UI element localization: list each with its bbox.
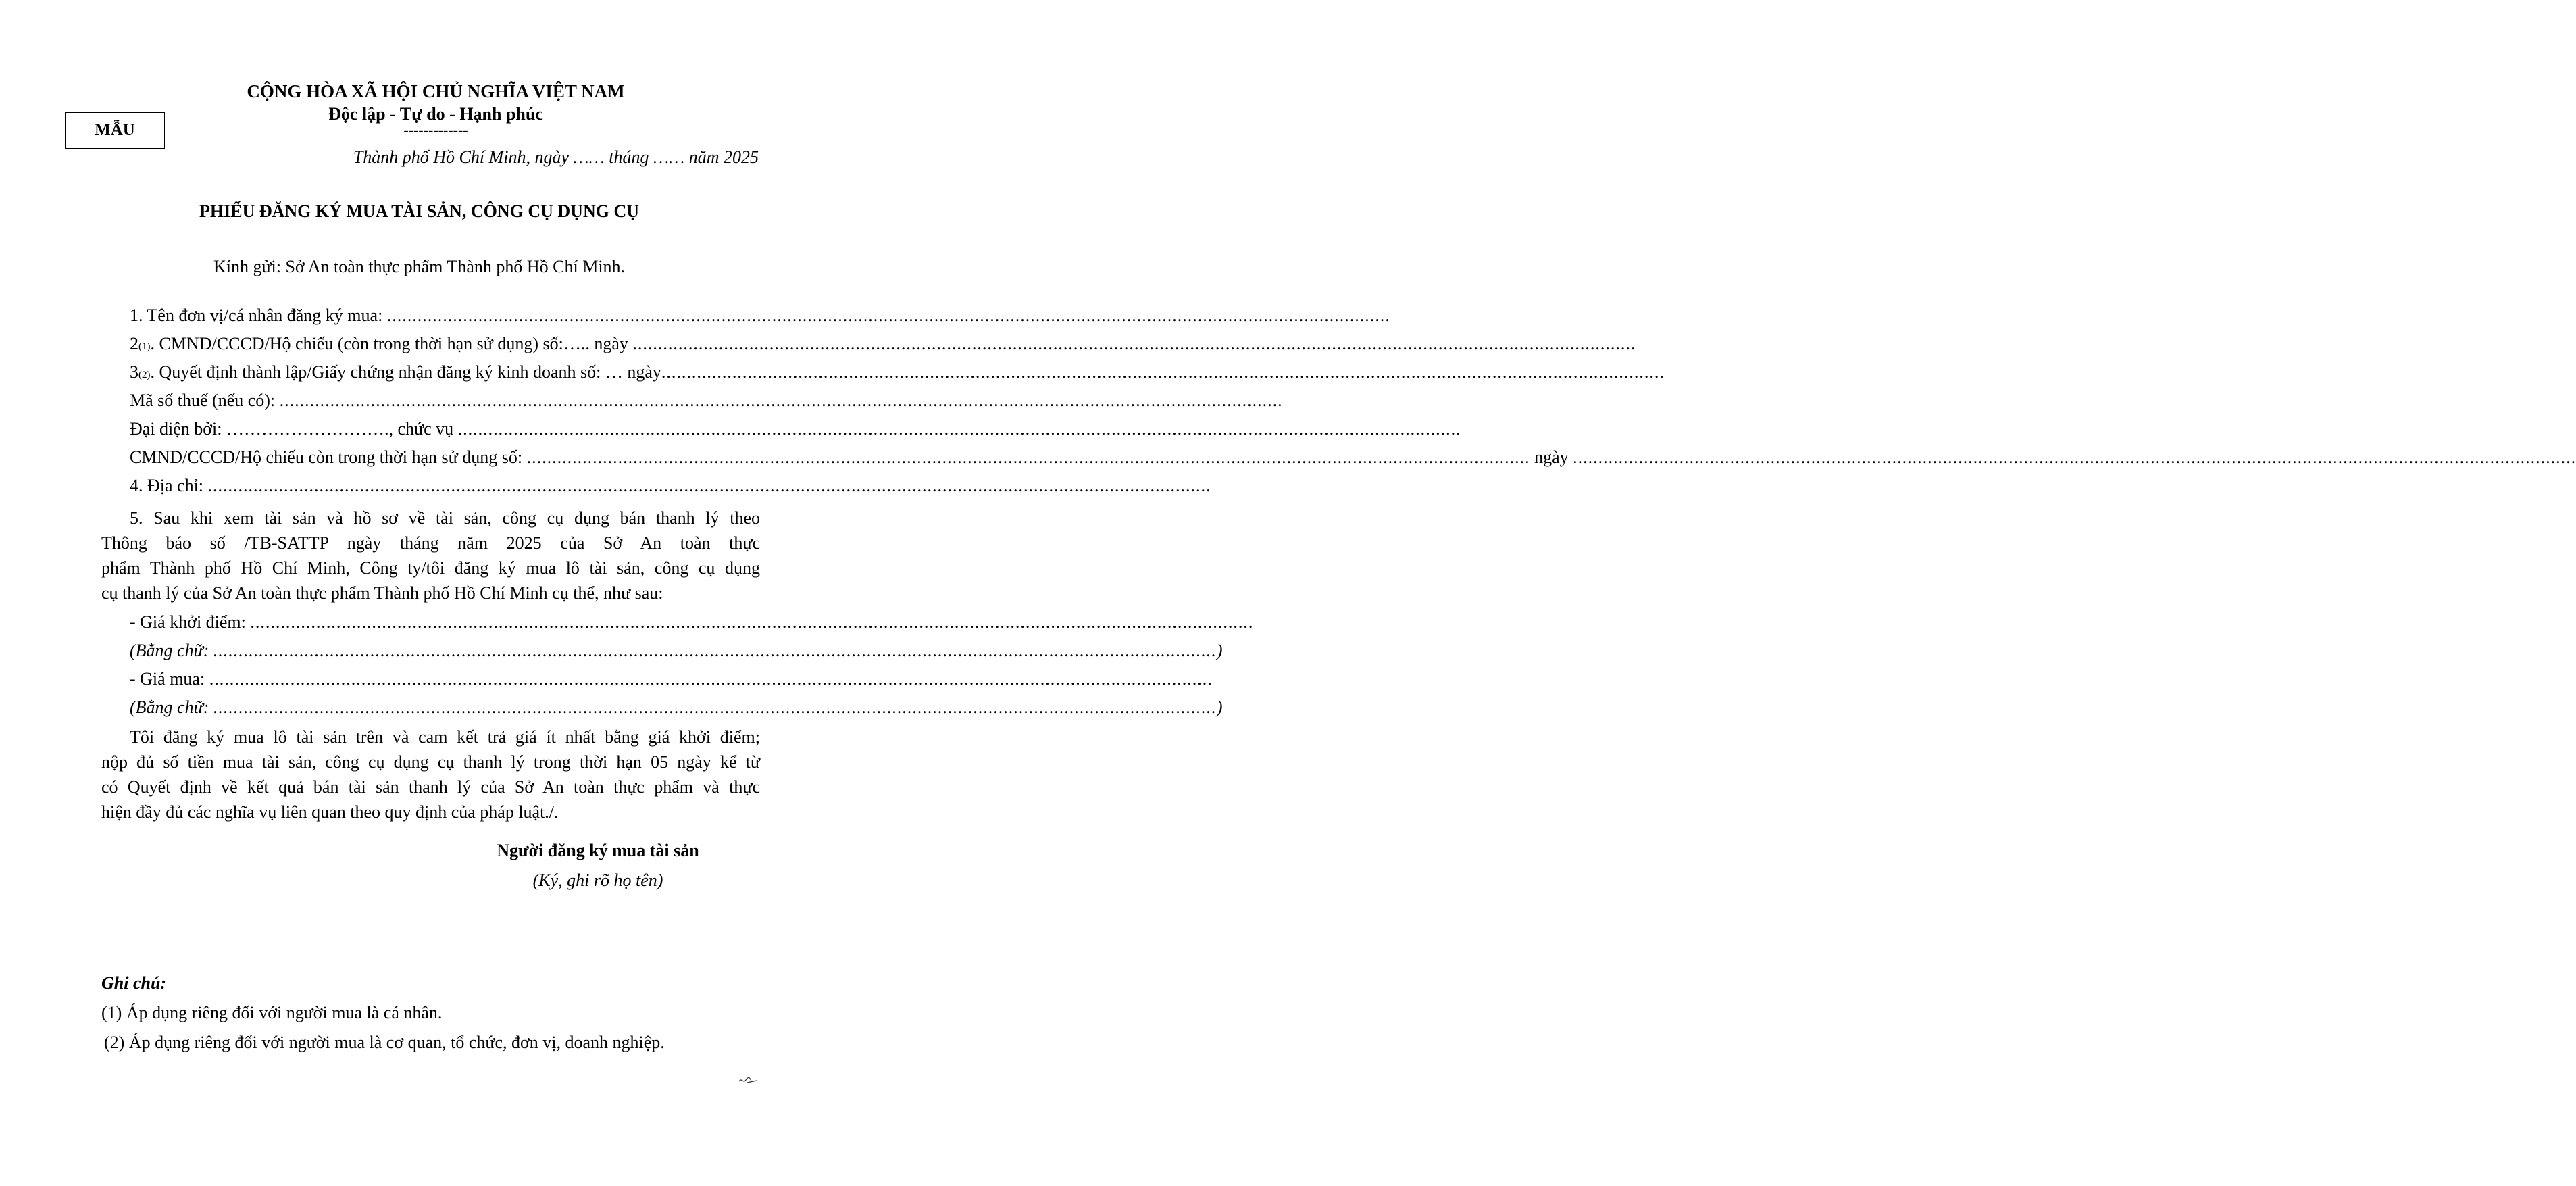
- field-number: 2: [130, 334, 138, 353]
- field-applicant-name: [130, 305, 1390, 326]
- field-buy-price-words: [130, 697, 1223, 718]
- field-address: [130, 476, 1211, 496]
- field-fill-dots: ......................................................................................................................................................................................................: [213, 641, 1217, 660]
- field-label: (Bằng chữ:: [130, 697, 209, 717]
- paragraph-5: [101, 505, 760, 606]
- field-fill-dots: ......................................................................................................................................................................................................: [386, 305, 1390, 325]
- field-label: - Giá mua:: [130, 669, 205, 689]
- signature-title: Người đăng ký mua tài sản: [497, 841, 699, 860]
- field-representative: [130, 419, 1461, 439]
- field-label: (Bằng chữ:: [130, 641, 209, 660]
- field-fill-dots: ......................................................................................................................................................................................................: [526, 447, 1530, 467]
- field-start-price: [130, 612, 1254, 633]
- field-label: . Quyết định thành lập/Giấy chứng nhận đăng ký kinh doanh số: … ngày: [150, 362, 661, 382]
- national-header: [199, 80, 672, 139]
- paragraph-line: hiện đầy đủ các nghĩa vụ liên quan theo quy định của pháp luật./.: [101, 802, 559, 822]
- field-start-price-words: [130, 641, 1223, 661]
- field-label: 1. Tên đơn vị/cá nhân đăng ký mua:: [130, 305, 383, 325]
- header-separator: -------------: [403, 122, 468, 139]
- paragraph-line: Tôi đăng ký mua lô tài sản trên và cam kết trả giá ít nhất bằng giá khởi điểm;: [130, 727, 760, 747]
- paragraph-line: 5. Sau khi xem tài sản và hồ sơ về tài sản, công cụ dụng bán thanh lý theo: [130, 508, 760, 528]
- field-fill-dots: ......................................................................................................................................................................................................: [279, 391, 1283, 410]
- field-buy-price: [130, 669, 1213, 689]
- nation-name: CỘNG HÒA XÃ HỘI CHỦ NGHĨA VIỆT NAM: [247, 81, 625, 101]
- field-label: 4. Địa chỉ:: [130, 476, 204, 495]
- field-fill-dots: ......................................................................................................................................................................................................: [1573, 447, 2576, 467]
- field-establishment-decision: 3 (2) . Quyết định thành lập/Giấy chứng nhận đăng ký kinh doanh số: … ngày ......................................................................................................................................................................................................: [130, 362, 1665, 382]
- field-label: - Giá khởi điểm:: [130, 612, 246, 632]
- note-1: (1) Áp dụng riêng đối với người mua là cá nhân.: [101, 1003, 443, 1022]
- form-template-label: [65, 112, 165, 149]
- nation-motto: Độc lập - Tự do - Hạnh phúc: [328, 104, 543, 124]
- dateline: Thành phố Hồ Chí Minh, ngày …… tháng …… năm 2025: [353, 147, 759, 167]
- field-fill-dots: ......................................................................................................................................................................................................: [457, 419, 1461, 439]
- paragraph-line: cụ thanh lý của Sở An toàn thực phẩm Thành phố Hồ Chí Minh cụ thể, như sau:: [101, 583, 663, 603]
- paragraph-line: Thông báo số /TB-SATTP ngày tháng năm 2025 của Sở An toàn thực: [101, 533, 760, 553]
- paragraph-line: có Quyết định về kết quả bán tài sản thanh lý của Sở An toàn thực phẩm và thực: [101, 777, 760, 797]
- field-label-date: ngày: [1534, 447, 1569, 467]
- field-label: . CMND/CCCD/Hộ chiếu (còn trong thời hạn sử dụng) số:….. ngày: [150, 334, 628, 353]
- notes-title: Ghi chú:: [101, 973, 167, 993]
- field-id-card: 2 (1) . CMND/CCCD/Hộ chiếu (còn trong thời hạn sử dụng) số:….. ngày ......................................................................................................................................................................................................: [130, 334, 1636, 353]
- field-tax-code: [130, 391, 1283, 411]
- mau-text: MẪU: [95, 121, 135, 139]
- paragraph-line: phẩm Thành phố Hồ Chí Minh, Công ty/tôi đăng ký mua lô tài sản, công cụ dụng: [101, 558, 760, 578]
- note-2: (2) Áp dụng riêng đối với người mua là cơ quan, tổ chức, đơn vị, doanh nghiệp.: [104, 1033, 665, 1052]
- paragraph-line: nộp đủ số tiền mua tài sản, công cụ dụng cụ thanh lý trong thời hạn 05 ngày kể từ: [101, 752, 760, 772]
- field-fill-dots: ......................................................................................................................................................................................................: [209, 669, 1213, 689]
- signature-instruction: (Ký, ghi rõ họ tên): [532, 870, 663, 890]
- field-fill-dots: ......................................................................................................................................................................................................: [250, 612, 1254, 632]
- field-label: Mã số thuế (nếu có):: [130, 391, 276, 410]
- initials-mark-icon: [738, 1074, 758, 1085]
- field-fill-dots: ......................................................................................................................................................................................................: [213, 697, 1217, 717]
- field-number: 3: [130, 362, 138, 382]
- close-paren: ): [1216, 641, 1223, 660]
- recipient-line: Kính gửi: Sở An toàn thực phẩm Thành phố Hồ Chí Minh.: [213, 257, 626, 276]
- field-representative-id: [130, 447, 2576, 468]
- field-label: Đại diện bởi: ………………………., chức vụ: [130, 419, 454, 439]
- field-fill-dots: ......................................................................................................................................................................................................: [207, 476, 1211, 495]
- close-paren: ): [1216, 697, 1223, 717]
- field-label: CMND/CCCD/Hộ chiếu còn trong thời hạn sử dụng số:: [130, 447, 523, 467]
- document-title: PHIẾU ĐĂNG KÝ MUA TÀI SẢN, CÔNG CỤ DỤNG CỤ: [199, 201, 639, 221]
- field-fill-dots: ......................................................................................................................................................................................................: [632, 334, 1636, 353]
- commitment-paragraph: [101, 724, 760, 824]
- field-fill-dots: ......................................................................................................................................................................................................: [661, 362, 1665, 382]
